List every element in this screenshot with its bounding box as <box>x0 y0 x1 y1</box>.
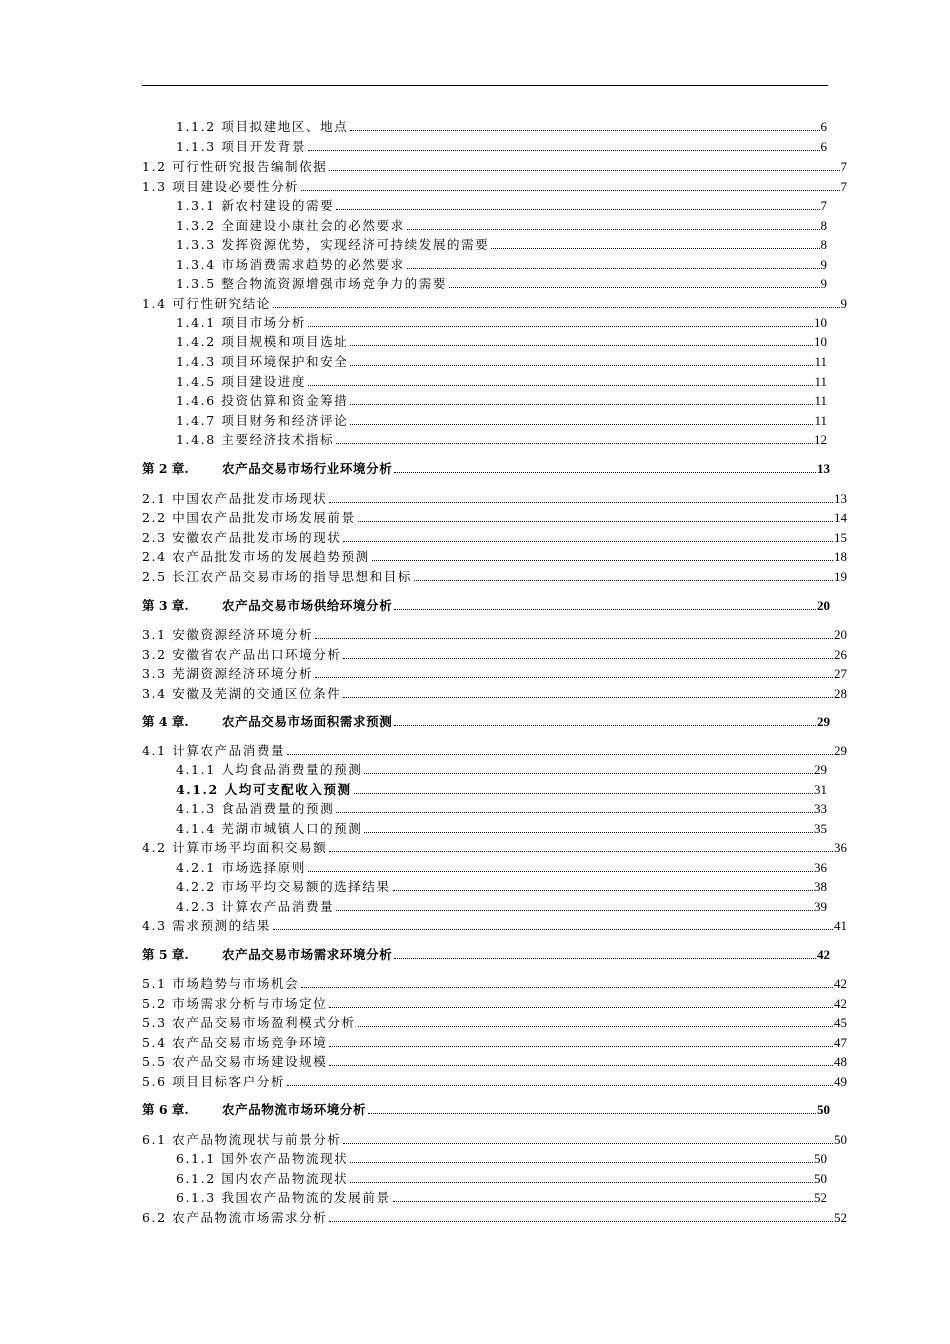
header-rule <box>142 85 828 86</box>
dot-leader <box>394 958 816 959</box>
chapter-number: 第 3 章. <box>142 598 189 613</box>
toc-entry-page: 50 <box>834 1132 847 1147</box>
toc-entry-title: 5.3 农产品交易市场盈利模式分析 <box>142 1015 356 1030</box>
toc-entry-title: 1.4.1 项目市场分析 <box>176 315 306 330</box>
toc-entry-page: 13 <box>834 491 847 506</box>
dot-leader <box>394 609 816 610</box>
dot-leader <box>358 1026 833 1027</box>
toc-entry[interactable] <box>176 371 827 389</box>
toc-entry-title: 2.3 安徽农产品批发市场的现状 <box>142 530 342 545</box>
toc-entry-title: 1.3.1 新农村建设的需要 <box>176 198 335 213</box>
dot-leader <box>308 385 813 386</box>
dot-leader <box>350 365 813 366</box>
toc-entry-page: 39 <box>814 899 827 914</box>
toc-entry-title: 4.1.2 人均可支配收入预测 <box>176 782 352 797</box>
toc-entry[interactable] <box>142 915 847 933</box>
dot-leader <box>329 170 839 171</box>
dot-leader <box>393 1201 813 1202</box>
chapter-number: 第 2 章. <box>142 461 189 476</box>
toc-entry-title: 4.2.1 市场选择原则 <box>176 860 306 875</box>
dot-leader <box>336 209 819 210</box>
toc-entry-page: 48 <box>834 1054 847 1069</box>
toc-entry[interactable] <box>142 1207 847 1225</box>
toc-entry-title: 1.4.3 项目环境保护和安全 <box>176 354 349 369</box>
toc-entry-page: 12 <box>814 432 827 447</box>
toc-entry-title: 5.2 市场需求分析与市场定位 <box>142 996 328 1011</box>
toc-entry-title: 2.1 中国农产品批发市场现状 <box>142 491 328 506</box>
dot-leader <box>301 190 839 191</box>
toc-entry-title: 4.2.3 计算农产品消费量 <box>176 899 335 914</box>
toc-entry-title: 1.1.2 项目拟建地区、地点 <box>176 119 349 134</box>
dot-leader <box>308 871 813 872</box>
toc-entry[interactable] <box>176 312 827 330</box>
toc-entry[interactable] <box>142 644 847 662</box>
toc-chapter-entry[interactable] <box>142 944 830 962</box>
toc-entry[interactable] <box>142 546 847 564</box>
toc-entry-title: 3.1 安徽资源经济环境分析 <box>142 627 314 642</box>
toc-entry-page: 6 <box>820 119 827 134</box>
toc-entry-page: 29 <box>834 743 847 758</box>
dot-leader <box>364 773 813 774</box>
toc-entry[interactable] <box>176 254 827 272</box>
dot-leader <box>343 1143 833 1144</box>
toc-entry-title: 6.1.2 国内农产品物流现状 <box>176 1171 349 1186</box>
toc-entry-title: 1.1.3 项目开发背景 <box>176 139 306 154</box>
toc-entry-page: 26 <box>834 647 847 662</box>
toc-entry[interactable] <box>142 740 847 758</box>
toc-entry-page: 9 <box>840 296 847 311</box>
toc-entry[interactable] <box>176 273 827 291</box>
toc-entry-title: 4.1 计算农产品消费量 <box>142 743 286 758</box>
toc-entry-page: 50 <box>817 1102 830 1117</box>
dot-leader <box>329 1065 833 1066</box>
dot-leader <box>350 345 813 346</box>
toc-entry-title: 5.1 市场趋势与市场机会 <box>142 976 300 991</box>
toc-entry-page: 29 <box>817 714 830 729</box>
toc-entry-page: 35 <box>814 821 827 836</box>
toc-entry[interactable] <box>142 156 847 174</box>
dot-leader <box>336 910 813 911</box>
toc-entry[interactable] <box>176 410 827 428</box>
toc-entry[interactable] <box>176 779 827 797</box>
dot-leader <box>491 248 819 249</box>
chapter-number: 第 6 章. <box>142 1102 189 1117</box>
toc-entry[interactable] <box>142 993 847 1011</box>
toc-entry-page: 36 <box>834 840 847 855</box>
toc-entry-page: 52 <box>814 1190 827 1205</box>
chapter-number: 第 4 章. <box>142 714 189 729</box>
dot-leader <box>350 1162 813 1163</box>
dot-leader <box>368 1113 816 1114</box>
toc-entry-page: 11 <box>814 354 827 369</box>
dot-leader <box>315 638 833 639</box>
toc-entry-title: 4.3 需求预测的结果 <box>142 918 271 933</box>
toc-entry-page: 42 <box>834 996 847 1011</box>
toc-entry-title: 5.5 农产品交易市场建设规模 <box>142 1054 328 1069</box>
dot-leader <box>393 890 813 891</box>
dot-leader <box>301 987 833 988</box>
toc-entry[interactable] <box>142 488 847 506</box>
toc-entry[interactable] <box>176 390 827 408</box>
dot-leader <box>287 1085 833 1086</box>
dot-leader <box>329 1046 833 1047</box>
dot-leader <box>343 541 833 542</box>
toc-entry[interactable] <box>176 234 827 252</box>
toc-entry-page: 36 <box>814 860 827 875</box>
dot-leader <box>407 229 820 230</box>
toc-entry-page: 7 <box>820 198 827 213</box>
dot-leader <box>372 560 833 561</box>
toc-entry-title: 1.4 可行性研究结论 <box>142 296 271 311</box>
toc-entry-title: 4.1.3 食品消费量的预测 <box>176 801 335 816</box>
toc-entry-title: 3.3 芜湖资源经济环境分析 <box>142 666 314 681</box>
toc-entry[interactable] <box>142 973 847 991</box>
toc-entry-page: 42 <box>834 976 847 991</box>
toc-entry[interactable] <box>176 215 827 233</box>
toc-entry[interactable] <box>176 876 827 894</box>
toc-entry-title: 4.2.2 市场平均交易额的选择结果 <box>176 879 391 894</box>
toc-entry-page: 11 <box>814 393 827 408</box>
dot-leader <box>358 521 833 522</box>
toc-entry-page: 49 <box>834 1074 847 1089</box>
toc-entry-title: 3.2 安徽省农产品出口环境分析 <box>142 647 342 662</box>
toc-entry-title: 1.3.4 市场消费需求趋势的必然要求 <box>176 257 405 272</box>
toc-entry[interactable] <box>176 136 827 154</box>
toc-entry-page: 7 <box>840 179 847 194</box>
toc-entry-title: 1.3 项目建设必要性分析 <box>142 179 300 194</box>
toc-entry-title: 农产品交易市场供给环境分析 <box>222 598 393 613</box>
toc-entry[interactable] <box>142 1032 847 1050</box>
dot-leader <box>329 1007 833 1008</box>
toc-chapter-entry[interactable] <box>142 458 830 476</box>
dot-leader <box>273 307 840 308</box>
toc-entry-title: 1.3.2 全面建设小康社会的必然要求 <box>176 218 405 233</box>
toc-entry-page: 31 <box>814 782 827 797</box>
toc-entry-title: 农产品交易市场行业环境分析 <box>222 461 393 476</box>
toc-entry[interactable] <box>142 566 847 584</box>
toc-entry[interactable] <box>142 293 847 311</box>
toc-entry[interactable] <box>176 1187 827 1205</box>
toc-entry[interactable] <box>176 1148 827 1166</box>
toc-entry-title: 农产品交易市场面积需求预测 <box>222 714 393 729</box>
dot-leader <box>350 404 813 405</box>
toc-entry-page: 45 <box>834 1015 847 1030</box>
dot-leader <box>343 697 833 698</box>
toc-entry-title: 1.3.5 整合物流资源增强市场竞争力的需要 <box>176 276 447 291</box>
toc-entry-title: 1.2 可行性研究报告编制依据 <box>142 159 328 174</box>
toc-entry-page: 13 <box>817 461 830 476</box>
toc-entry-page: 52 <box>834 1210 847 1225</box>
toc-entry-page: 15 <box>834 530 847 545</box>
toc-chapter-entry[interactable] <box>142 711 830 729</box>
toc-entry[interactable] <box>176 896 827 914</box>
toc-entry-page: 9 <box>820 276 827 291</box>
dot-leader <box>308 326 813 327</box>
toc-entry-page: 8 <box>820 237 827 252</box>
toc-entry[interactable] <box>176 351 827 369</box>
toc-entry[interactable] <box>176 818 827 836</box>
dot-leader <box>354 793 813 794</box>
dot-leader <box>350 130 819 131</box>
dot-leader <box>407 268 820 269</box>
toc-entry[interactable] <box>176 798 827 816</box>
toc-entry-page: 6 <box>820 139 827 154</box>
dot-leader <box>394 472 816 473</box>
toc-entry-page: 7 <box>840 159 847 174</box>
toc-chapter-entry[interactable] <box>142 595 830 613</box>
toc-entry-title: 1.4.8 主要经济技术指标 <box>176 432 335 447</box>
toc-entry-page: 18 <box>834 549 847 564</box>
toc-entry-title: 2.5 长江农产品交易市场的指导思想和目标 <box>142 569 412 584</box>
toc-entry[interactable] <box>142 683 847 701</box>
toc-entry-page: 50 <box>814 1171 827 1186</box>
dot-leader <box>394 725 816 726</box>
toc-entry[interactable] <box>142 1051 847 1069</box>
toc-entry-title: 4.1.4 芜湖市城镇人口的预测 <box>176 821 363 836</box>
toc-entry-page: 19 <box>834 569 847 584</box>
toc-entry-page: 33 <box>814 801 827 816</box>
toc-entry[interactable] <box>142 1012 847 1030</box>
dot-leader <box>329 851 833 852</box>
toc-entry-page: 47 <box>834 1035 847 1050</box>
toc-entry-page: 20 <box>817 598 830 613</box>
toc-entry-page: 11 <box>814 413 827 428</box>
toc-entry-title: 2.2 中国农产品批发市场发展前景 <box>142 510 356 525</box>
toc-entry[interactable] <box>176 857 827 875</box>
dot-leader <box>287 754 833 755</box>
toc-entry-title: 4.2 计算市场平均面积交易额 <box>142 840 328 855</box>
dot-leader <box>336 443 813 444</box>
toc-entry-title: 2.4 农产品批发市场的发展趋势预测 <box>142 549 370 564</box>
toc-entry-title: 农产品物流市场环境分析 <box>222 1102 367 1117</box>
dot-leader <box>308 150 820 151</box>
toc-entry-page: 28 <box>834 686 847 701</box>
dot-leader <box>364 832 813 833</box>
toc-entry-page: 14 <box>834 510 847 525</box>
toc-entry-page: 10 <box>814 315 827 330</box>
toc-entry-title: 农产品交易市场需求环境分析 <box>222 947 393 962</box>
toc-entry-title: 6.1.3 我国农产品物流的发展前景 <box>176 1190 391 1205</box>
dot-leader <box>350 424 813 425</box>
toc-entry[interactable] <box>176 759 827 777</box>
toc-entry[interactable] <box>142 527 847 545</box>
toc-entry-page: 8 <box>820 218 827 233</box>
toc-entry-page: 42 <box>817 947 830 962</box>
dot-leader <box>336 812 813 813</box>
dot-leader <box>350 1182 813 1183</box>
toc-entry-title: 1.3.3 发挥资源优势，实现经济可持续发展的需要 <box>176 237 490 252</box>
toc-entry-title: 3.4 安徽及芜湖的交通区位条件 <box>142 686 342 701</box>
toc-entry[interactable] <box>176 116 827 134</box>
toc-entry[interactable] <box>142 1129 847 1147</box>
dot-leader <box>273 929 833 930</box>
chapter-number: 第 5 章. <box>142 947 189 962</box>
toc-entry-title: 1.4.6 投资估算和资金筹措 <box>176 393 349 408</box>
toc-entry[interactable] <box>142 1071 847 1089</box>
toc-entry-title: 6.1.1 国外农产品物流现状 <box>176 1151 349 1166</box>
toc-entry[interactable] <box>142 837 847 855</box>
toc-entry-page: 9 <box>820 257 827 272</box>
dot-leader <box>329 1221 833 1222</box>
toc-entry-page: 38 <box>814 879 827 894</box>
toc-entry[interactable] <box>142 663 847 681</box>
toc-entry[interactable] <box>142 176 847 194</box>
toc-entry-page: 11 <box>814 374 827 389</box>
toc-entry-title: 6.2 农产品物流市场需求分析 <box>142 1210 328 1225</box>
toc-entry-page: 41 <box>834 918 847 933</box>
toc-entry-page: 10 <box>814 334 827 349</box>
dot-leader <box>343 658 833 659</box>
toc-entry[interactable] <box>176 1168 827 1186</box>
toc-entry[interactable] <box>176 429 827 447</box>
toc-entry-title: 1.4.5 项目建设进度 <box>176 374 306 389</box>
toc-entry[interactable] <box>176 195 827 213</box>
dot-leader <box>414 580 833 581</box>
toc-entry-page: 29 <box>814 762 827 777</box>
toc-entry-page: 50 <box>814 1151 827 1166</box>
toc-entry-title: 5.4 农产品交易市场竞争环境 <box>142 1035 328 1050</box>
toc-entry-page: 27 <box>834 666 847 681</box>
toc-entry[interactable] <box>142 507 847 525</box>
dot-leader <box>315 677 833 678</box>
toc-entry-title: 4.1.1 人均食品消费量的预测 <box>176 762 363 777</box>
toc-entry[interactable] <box>142 624 847 642</box>
dot-leader <box>329 502 833 503</box>
toc-entry-title: 1.4.7 项目财务和经济评论 <box>176 413 349 428</box>
toc-entry[interactable] <box>176 331 827 349</box>
toc-chapter-entry[interactable] <box>142 1099 830 1117</box>
toc-entry-title: 1.4.2 项目规模和项目选址 <box>176 334 349 349</box>
dot-leader <box>449 287 820 288</box>
toc-entry-page: 20 <box>834 627 847 642</box>
toc-entry-title: 5.6 项目目标客户分析 <box>142 1074 286 1089</box>
toc-entry-title: 6.1 农产品物流现状与前景分析 <box>142 1132 342 1147</box>
